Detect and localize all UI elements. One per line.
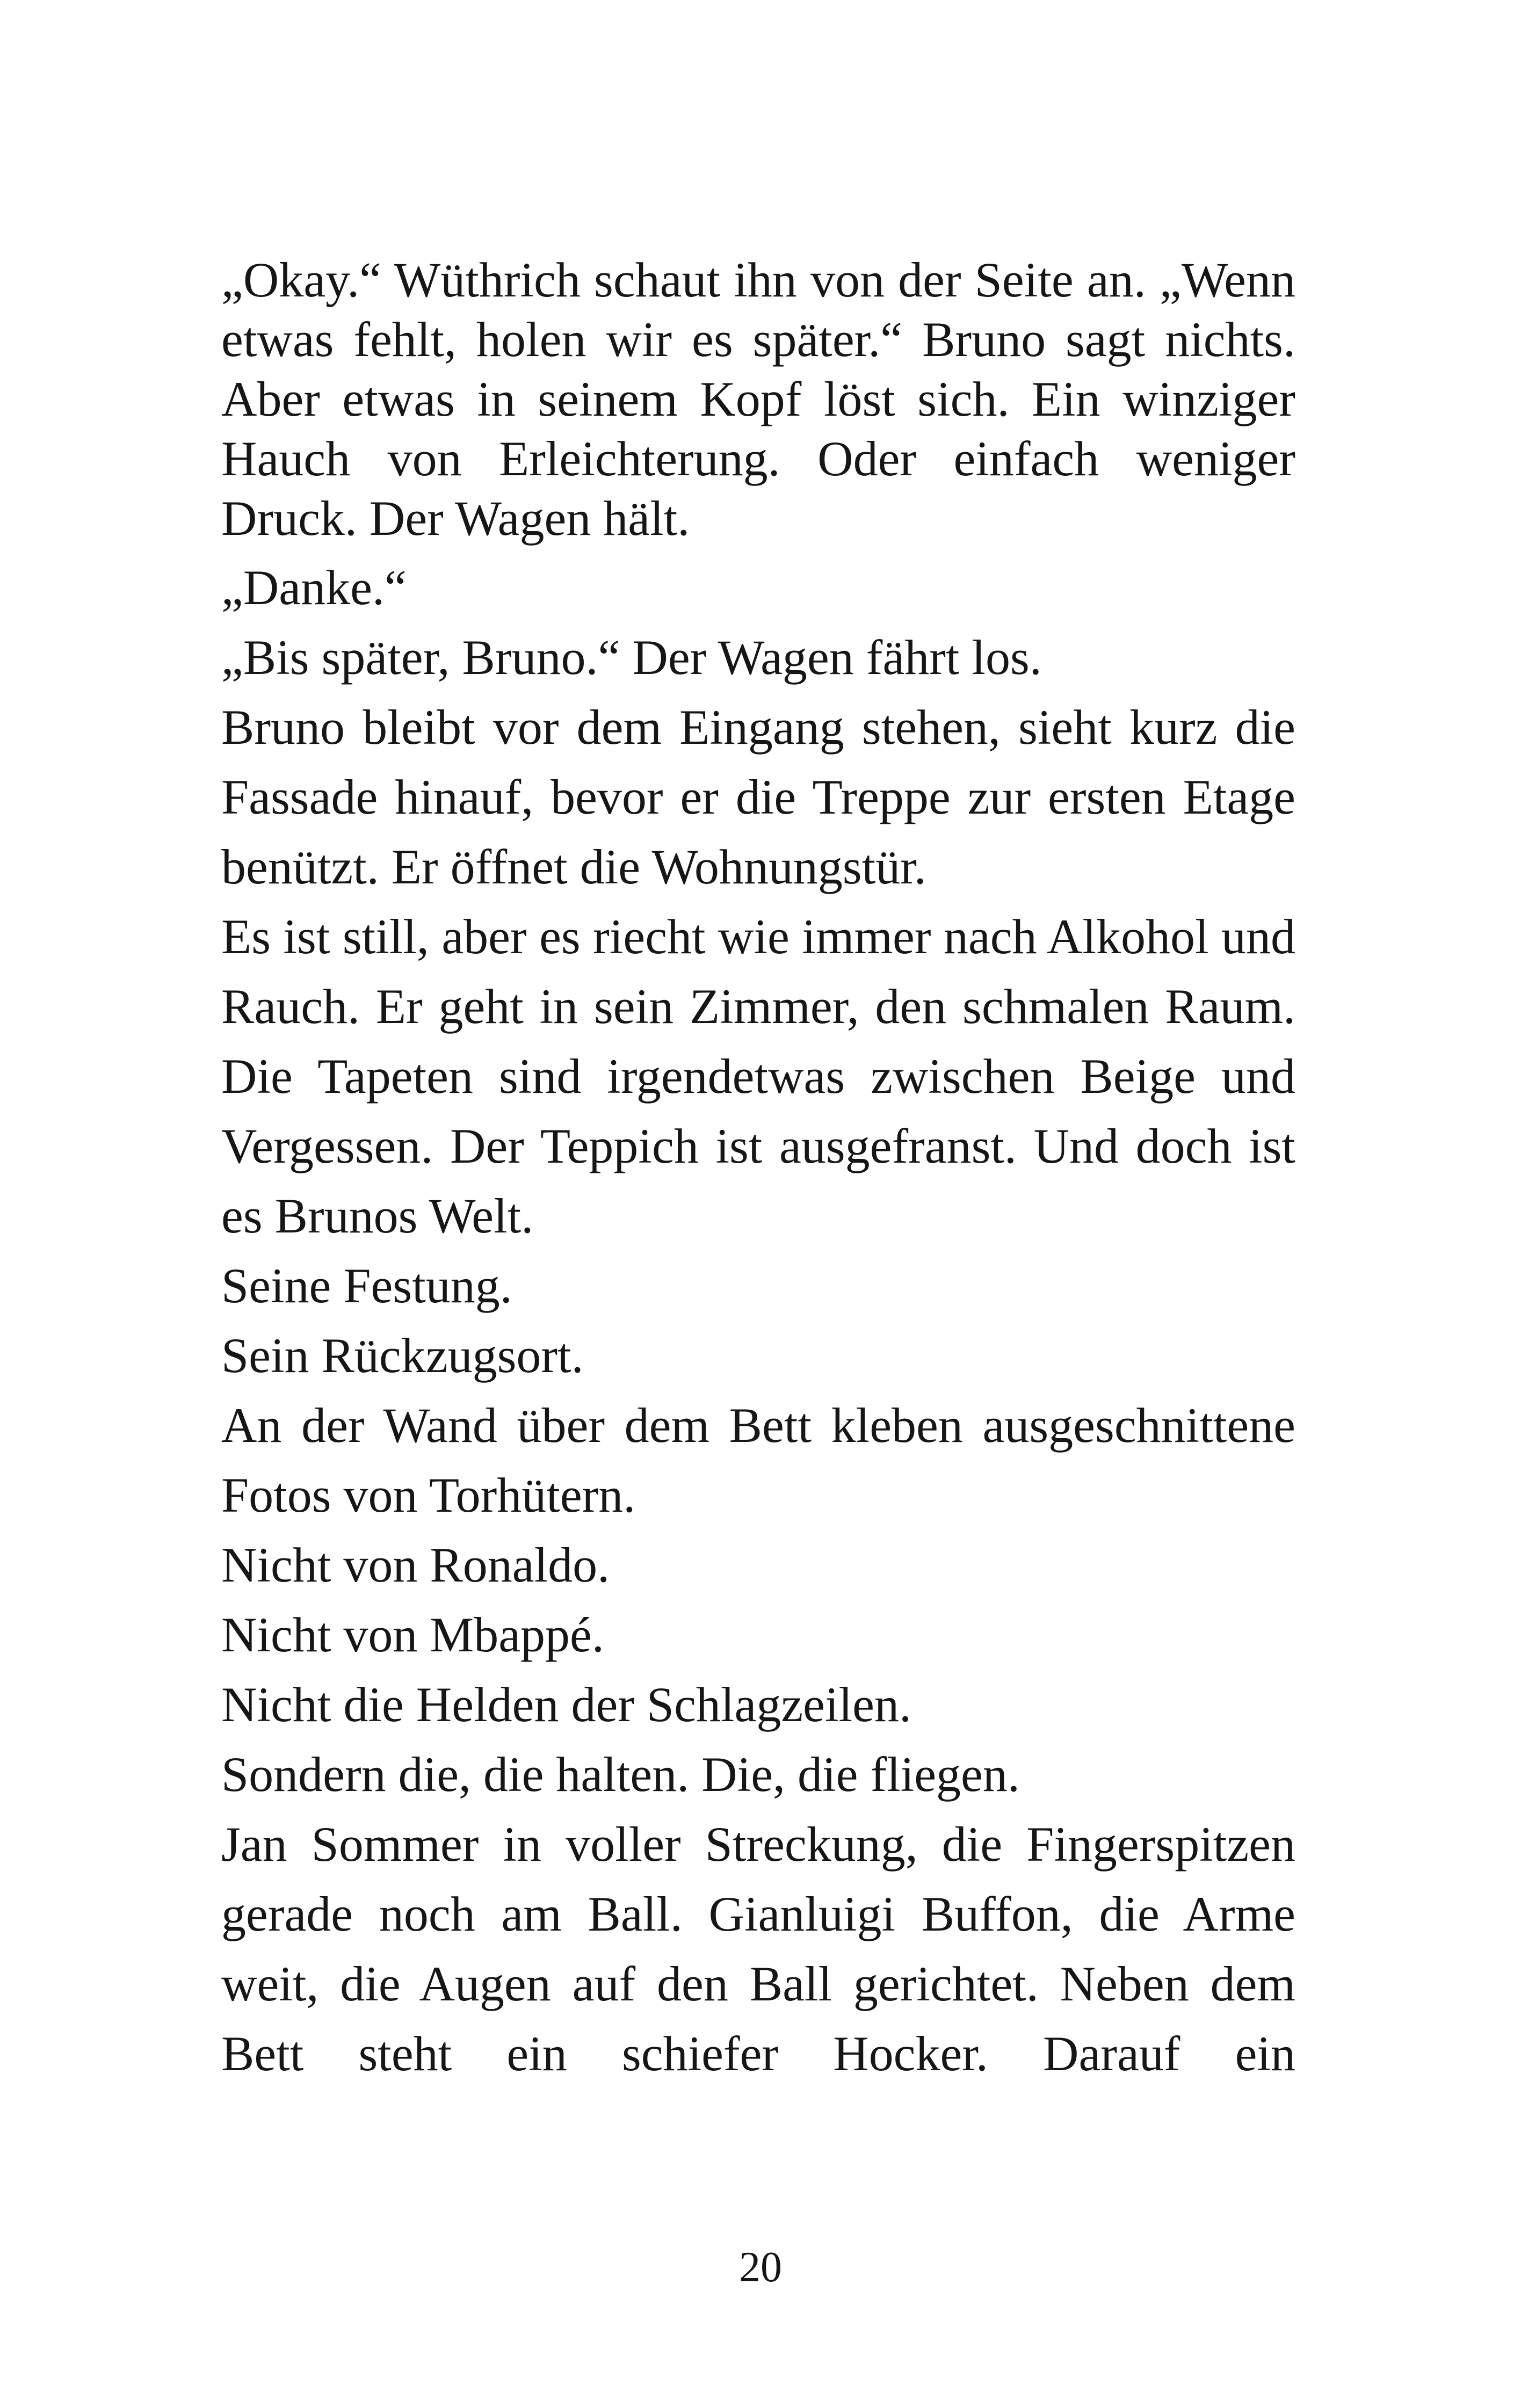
paragraph-1: „Okay.“ Wüthrich schaut ihn von der Seite an. „Wenn etwas fehlt, holen wir es später.“ Bruno sagt nichts. Aber etwas in seinem Kopf löst sich. Ein winziger Hauch von Erleichterung. Oder einfach weniger Druck. Der Wagen hält. [221,252,1295,546]
paragraph-4: Bruno bleibt vor dem Eingang stehen, sieht kurz die Fassade hinauf, bevor er die Treppe zur ersten Etage benützt. Er öffnet die Wohnungstür. [221,700,1295,894]
paragraph-6: Seine Festung. [221,1258,512,1313]
paragraph-10: Nicht von Mbappé. [221,1607,604,1662]
paragraph-3: „Bis später, Bruno.“ Der Wagen fährt los. [221,630,1042,685]
body-text [221,250,1295,2088]
paragraph-2: „Danke.“ [221,560,407,615]
paragraph-8: An der Wand über dem Bett kleben ausgeschnittene Fotos von Torhütern. [221,1398,1295,1522]
paragraph-9: Nicht von Ronaldo. [221,1537,610,1592]
paragraph-5: Es ist still, aber es riecht wie immer nach Alkohol und Rauch. Er geht in sein Zimmer, den schmalen Raum. Die Tapeten sind irgendetwas zwischen Beige und Vergessen. Der Teppich ist ausgefranst. Und doch ist es Brunos Welt. [221,909,1295,1243]
paragraph-11: Nicht die Helden der Schlagzeilen. [221,1677,911,1732]
page-number: 20 [739,2244,782,2291]
paragraph-7: Sein Rückzugsort. [221,1328,584,1383]
paragraph-13: Jan Sommer in voller Streckung, die Fingerspitzen gerade noch am Ball. Gianluigi Buffon, die Arme weit, die Augen auf den Ball gerichtet. Neben dem Bett steht ein schiefer Hocker. Darauf ein [221,1817,1295,2081]
paragraph-12: Sondern die, die halten. Die, die fliegen. [221,1747,1020,1802]
